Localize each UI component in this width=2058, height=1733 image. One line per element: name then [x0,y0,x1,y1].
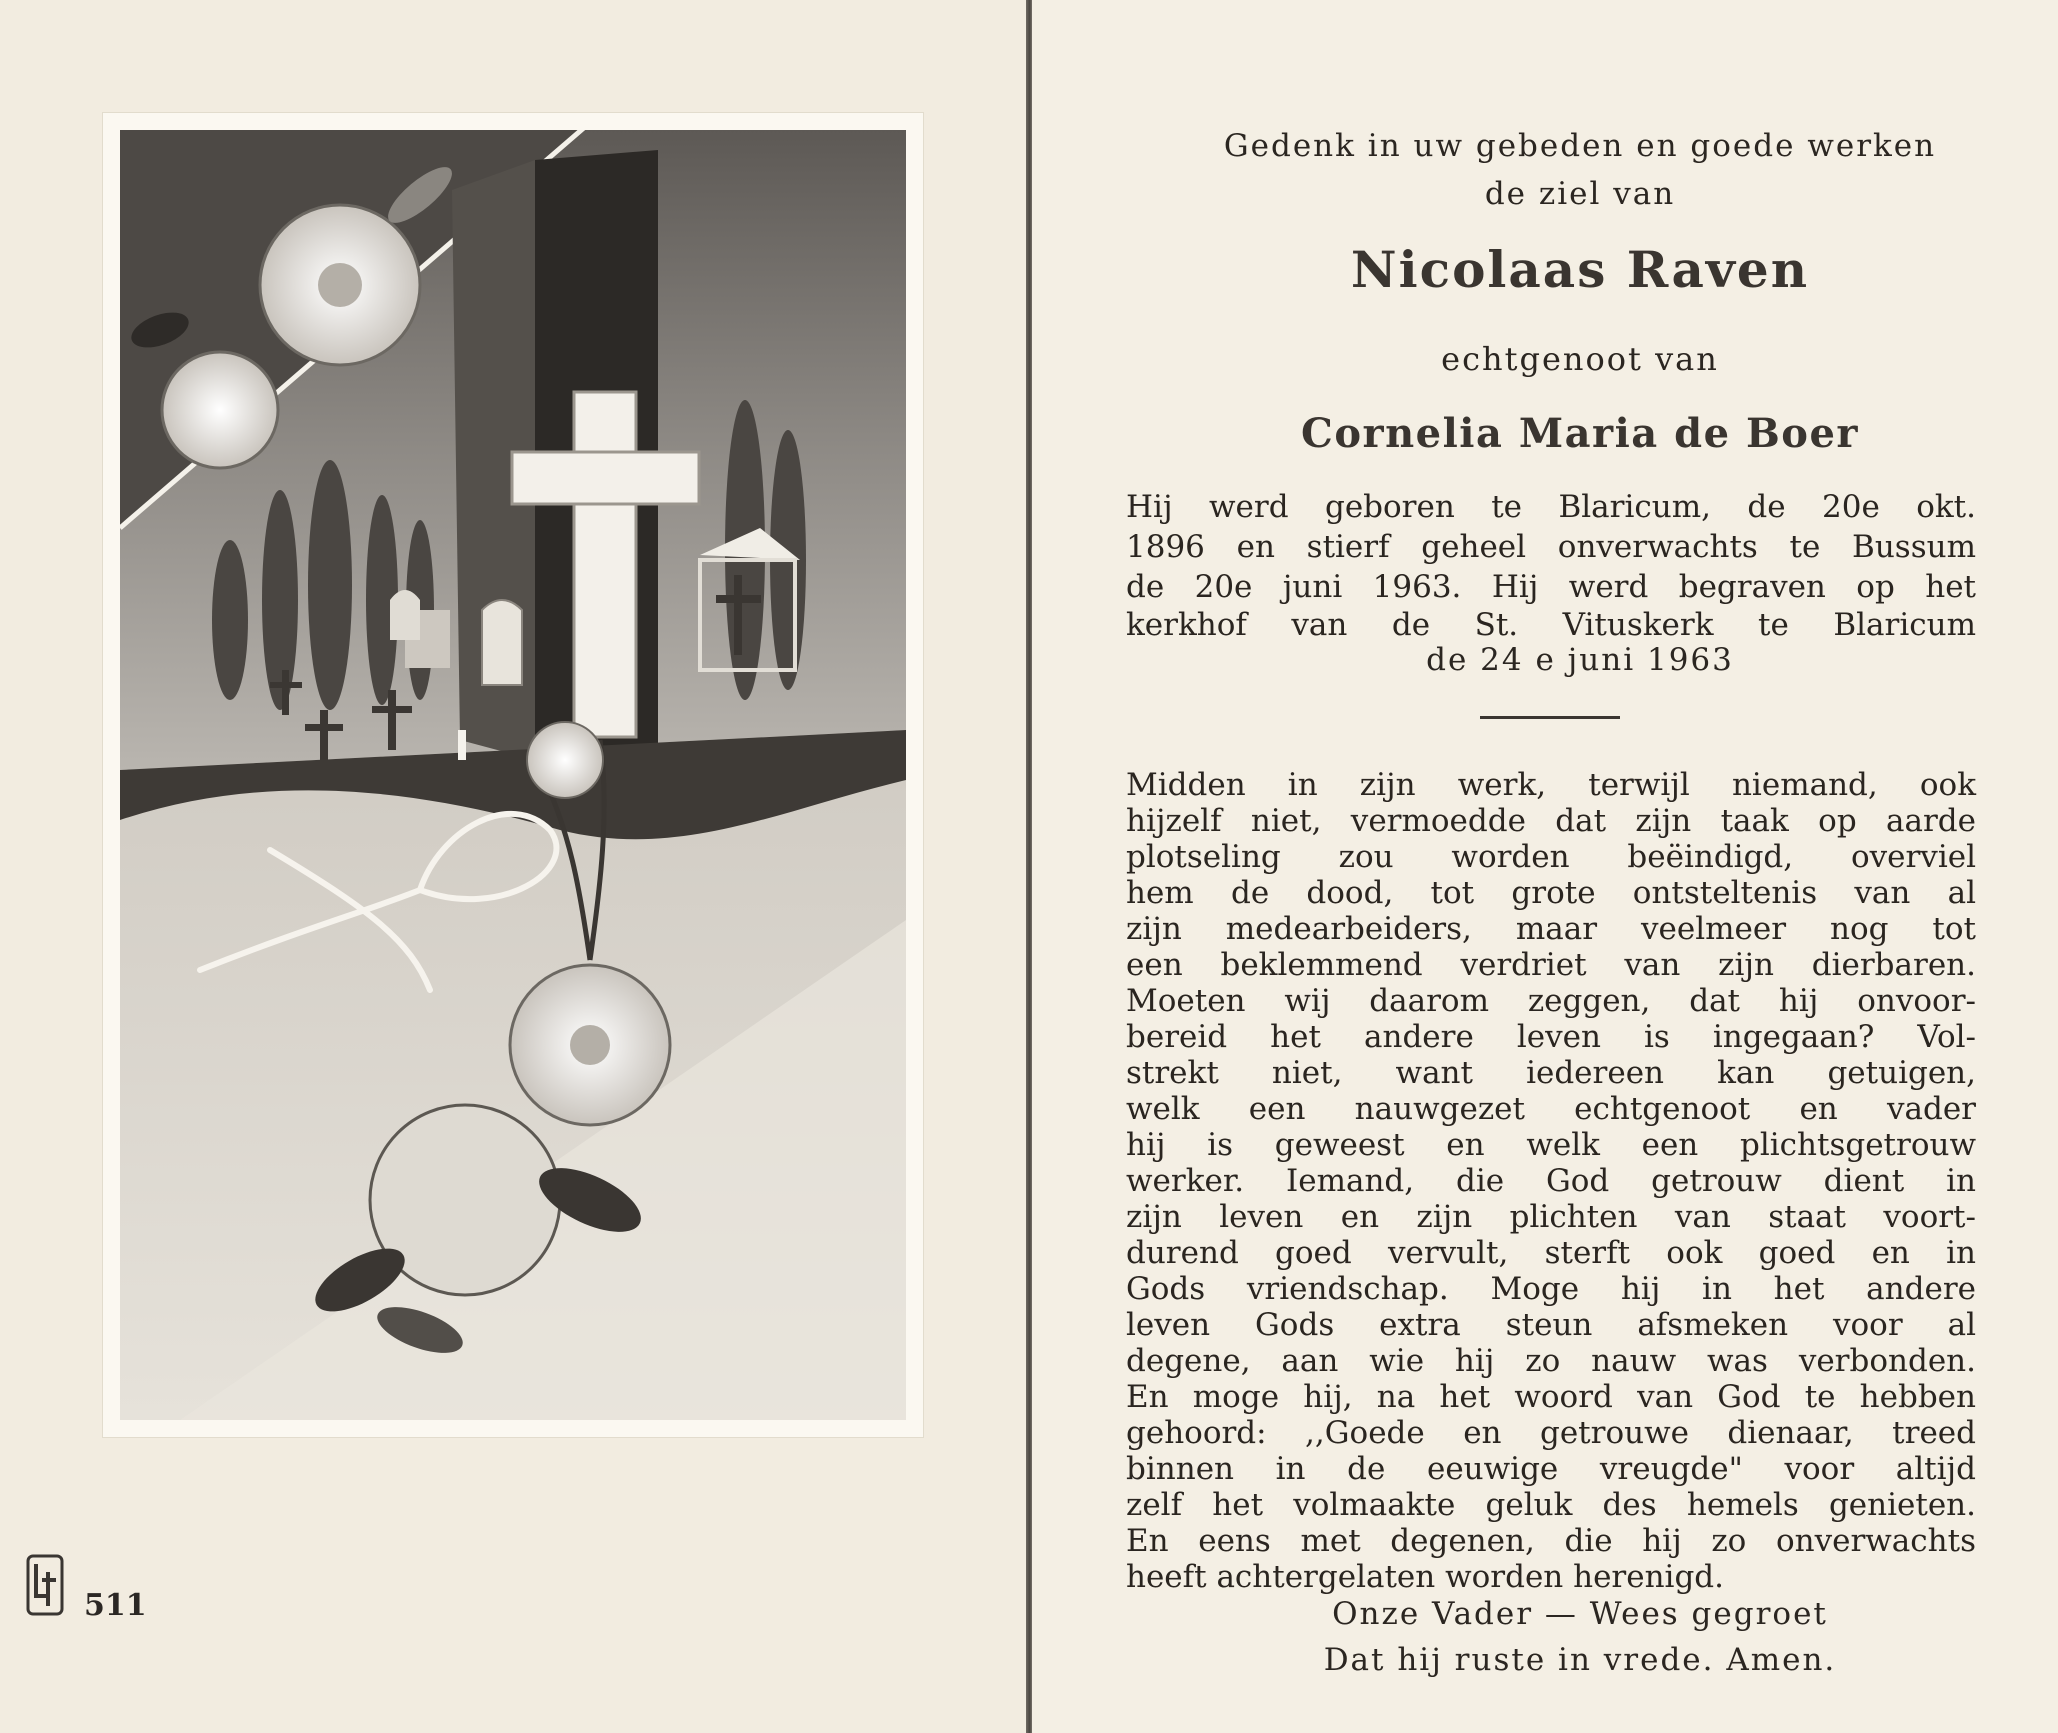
body-line: En eens met degenen, die hij zo onverwachts [1126,1523,1976,1559]
closing-line: Dat hij ruste in vrede. Amen. [1323,1642,1837,1678]
bio-line: 1896 en stierf geheel onverwachts te Bussum [1126,529,1976,565]
section-divider [1480,716,1620,719]
body-line: strekt niet, want iedereen kan getuigen, [1126,1055,1976,1091]
illustration-frame [102,112,924,1438]
bio-line: Hij werd geboren te Blaricum, de 20e okt. [1126,489,1976,525]
intro-line-1: Gedenk in uw gebeden en goede werken [1223,128,1937,164]
plate-number: 511 [84,1588,147,1623]
bio-line: kerkhof van de St. Vituskerk te Blaricum [1126,607,1976,643]
body-line: zelf het volmaakte geluk des hemels genieten. [1126,1487,1976,1523]
body-line: binnen in de eeuwige vreugde" voor altijd [1126,1451,1976,1487]
body-line: hij is geweest en welk een plichtsgetrouw [1126,1127,1976,1163]
body-line: Midden in zijn werk, terwijl niemand, ook [1126,767,1976,803]
body-line: gehoord: ,,Goede en getrouwe dienaar, treed [1126,1415,1976,1451]
body-line: heeft achtergelaten worden herenigd. [1126,1559,1725,1595]
body-line: Gods vriendschap. Moge hij in het andere [1126,1271,1976,1307]
body-line: welk een nauwgezet echtgenoot en vader [1126,1091,1976,1127]
body-line: Moeten wij daarom zeggen, dat hij onvoor- [1126,983,1976,1019]
deceased-name: Nicolaas Raven [1350,240,1810,299]
body-line: bereid het andere leven is ingegaan? Vol- [1126,1019,1976,1055]
body-line: zijn leven en zijn plichten van staat voort- [1126,1199,1976,1235]
body-line: werker. Iemand, die God getrouw dient in [1126,1163,1976,1199]
bio-line: de 20e juni 1963. Hij werd begraven op het [1126,569,1976,605]
body-line: hijzelf niet, vermoedde dat zijn taak op aarde [1126,803,1976,839]
spouse-label: echtgenoot van [1441,340,1719,378]
spouse-name: Cornelia Maria de Boer [1300,410,1860,457]
card-front [0,0,1028,1733]
prayers-line: Onze Vader — Wees gegroet [1332,1596,1828,1632]
intro-line-2: de ziel van [1484,176,1676,212]
cemetery-illustration [120,130,906,1420]
body-line: een beklemmend verdriet van zijn dierbaren. [1126,947,1976,983]
body-line: leven Gods extra steun afsmeken voor al [1126,1307,1976,1343]
burial-date: de 24 e juni 1963 [1426,642,1734,678]
publisher-logo [26,1554,64,1616]
body-line: En moge hij, na het woord van God te hebben [1126,1379,1976,1415]
body-line: degene, aan wie hij zo nauw was verbonden. [1126,1343,1976,1379]
body-line: hem de dood, tot grote ontsteltenis van al [1126,875,1976,911]
body-line: durend goed vervult, sterft ook goed en in [1126,1235,1976,1271]
body-line: zijn medearbeiders, maar veelmeer nog tot [1126,911,1976,947]
body-line: plotseling zou worden beëindigd, overviel [1126,839,1976,875]
